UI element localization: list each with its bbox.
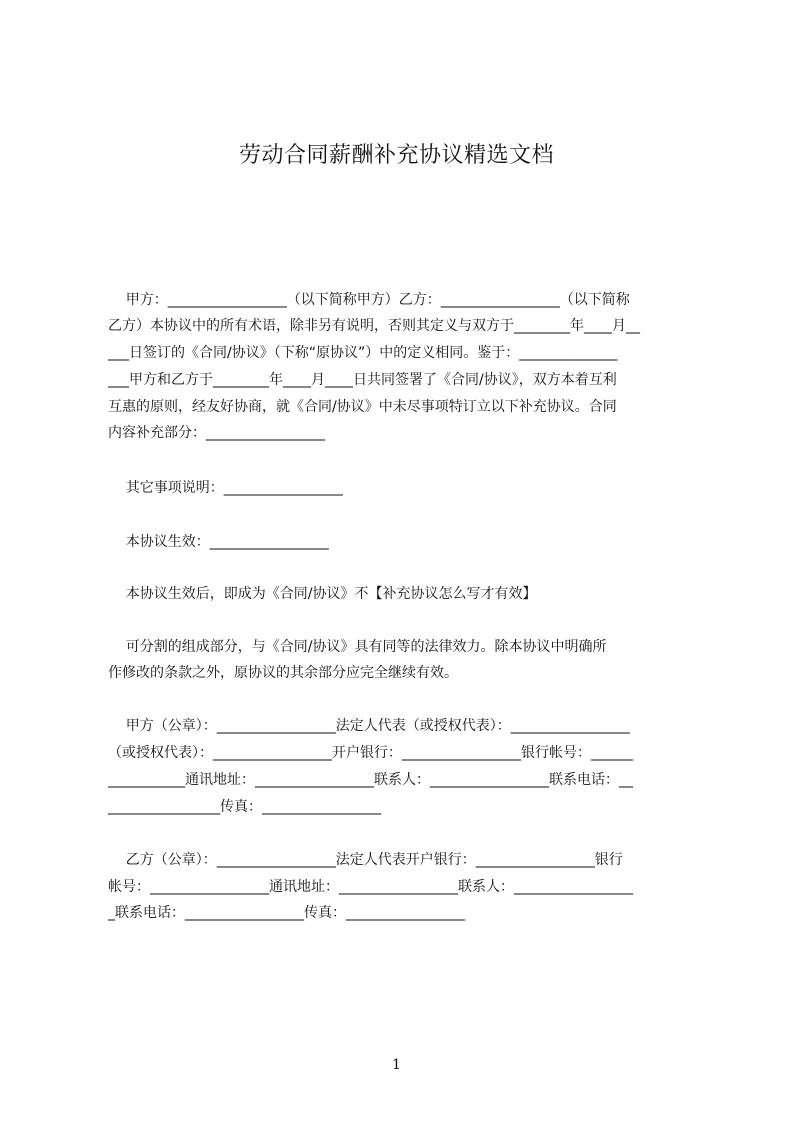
party-a-line: ___________通讯地址：_________________联系人：_________________联系电话：__ — [108, 772, 633, 788]
paragraph-line: 互惠的原则，经友好协商，就《合同/协议》中未尽事项特订立以下补充协议。合同 — [108, 399, 617, 415]
party-b-line: 帐号：_________________通讯地址：_________________联系人：_________________ — [108, 879, 633, 895]
paragraph-line: ___甲方和乙方于________年____月____日共同签署了《合同/协议》，双方本着互利 — [108, 372, 617, 388]
paragraph-line: 内容补充部分：_________________ — [108, 425, 325, 441]
page-number: 1 — [392, 1057, 401, 1073]
party-a-line: 甲方（公章）：_________________法定人代表（或授权代表）：_________________ — [108, 718, 630, 734]
paragraph-line: 甲方：_________________（以下简称甲方）乙方：_________________（以下简称 — [108, 292, 630, 308]
paragraph-line: ___日签订的《合同/协议》（下称“原协议”）中的定义相同。鉴于：______________ — [108, 345, 618, 361]
paragraph-line: 可分割的组成部分，与《合同/协议》具有同等的法律效力。除本协议中明确所 — [108, 639, 607, 655]
after-effect-line: 本协议生效后，即成为《合同/协议》不【补充协议怎么写才有效】 — [108, 586, 537, 602]
paragraph-line: 作修改的条款之外，原协议的其余部分应完全继续有效。 — [108, 665, 458, 681]
other-matters-line: 其它事项说明：_________________ — [108, 480, 343, 496]
effect-line: 本协议生效：_________________ — [108, 534, 329, 550]
document-title: 劳动合同薪酬补充协议精选文档 — [238, 143, 554, 168]
party-a-line: ________________传真：_________________ — [108, 799, 381, 815]
paragraph-line: 乙方）本协议中的所有术语，除非另有说明，否则其定义与双方于________年____月__ — [108, 318, 640, 334]
party-b-line: _联系电话：_________________传真：_________________ — [108, 905, 465, 921]
party-b-line: 乙方（公章）：_________________法定人代表开户银行：_________________银行 — [108, 852, 623, 868]
party-a-line: （或授权代表）：_________________开户银行：_________________银行帐号：______ — [108, 745, 633, 761]
